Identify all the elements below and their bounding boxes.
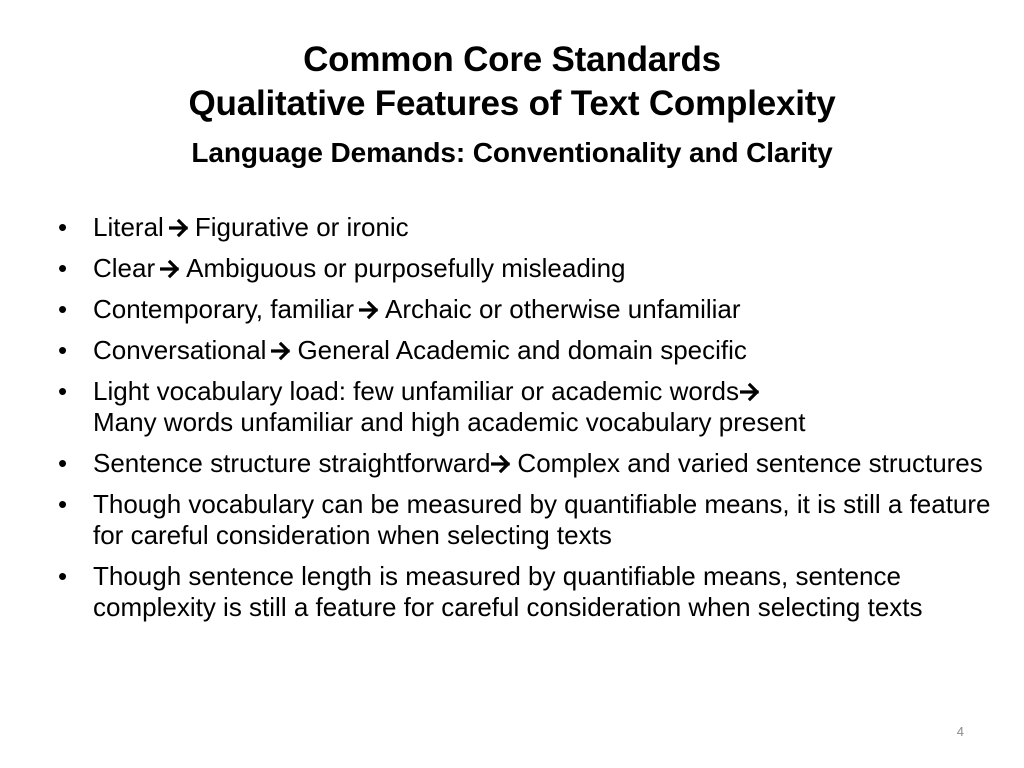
arrow-right-icon	[359, 300, 381, 320]
bullet-text-before: Clear	[93, 253, 156, 283]
bullet-item	[58, 294, 998, 325]
arrow-right-icon	[740, 382, 762, 402]
bullet-text-after: Figurative or ironic	[194, 212, 409, 242]
bullet-text-after: Ambiguous or purposefully misleading	[186, 253, 626, 283]
bullet-dot-icon: •	[58, 489, 68, 519]
bullet-dot-icon: •	[58, 335, 68, 365]
title-block	[0, 38, 1024, 171]
bullet-dot-icon: •	[58, 253, 68, 283]
bullet-dot-icon: •	[58, 376, 68, 406]
bullet-text-after: Archaic or otherwise unfamiliar	[385, 294, 741, 324]
arrow-right-icon	[271, 341, 293, 361]
bullet-text-before: Contemporary, familiar	[93, 294, 355, 324]
bullet-text: Though sentence length is measured by quantifiable means, sentence complexity is still a feature for careful consideration when selecting texts	[93, 561, 923, 622]
bullet-item	[58, 335, 998, 366]
arrow-right-icon	[169, 218, 191, 238]
bullet-text-before: Sentence structure straightforward	[93, 448, 491, 478]
slide-title-line-1: Common Core Standards	[303, 40, 721, 79]
bullet-text-after: Complex and varied sentence structures	[517, 448, 983, 478]
bullet-item	[58, 489, 998, 551]
slide-title-line-2: Qualitative Features of Text Complexity	[188, 84, 836, 123]
bullet-text-before: Literal	[93, 212, 164, 242]
arrow-right-icon	[491, 454, 513, 474]
bullet-text-before: Conversational	[93, 335, 267, 365]
bullet-text: Though vocabulary can be measured by quantifiable means, it is still a feature for careful consideration when selecting texts	[93, 489, 991, 550]
bullet-text-before: Light vocabulary load: few unfamiliar or academic words	[93, 376, 739, 406]
bullet-dot-icon: •	[58, 294, 68, 324]
bullet-text-after: Many words unfamiliar and high academic vocabulary present	[93, 407, 806, 437]
bullet-dot-icon: •	[58, 212, 68, 242]
arrow-right-icon	[160, 259, 182, 279]
bullet-item	[58, 253, 998, 284]
bullet-item	[58, 212, 998, 243]
bullet-dot-icon: •	[58, 448, 68, 478]
page-number: 4	[956, 724, 964, 739]
bullet-item	[58, 448, 998, 479]
bullet-text-after: General Academic and domain specific	[297, 335, 747, 365]
bullet-dot-icon: •	[58, 561, 68, 591]
bullet-list	[58, 212, 998, 633]
bullet-item	[58, 376, 998, 438]
bullet-item	[58, 561, 998, 623]
slide-subtitle: Language Demands: Conventionality and Clarity	[191, 137, 833, 168]
